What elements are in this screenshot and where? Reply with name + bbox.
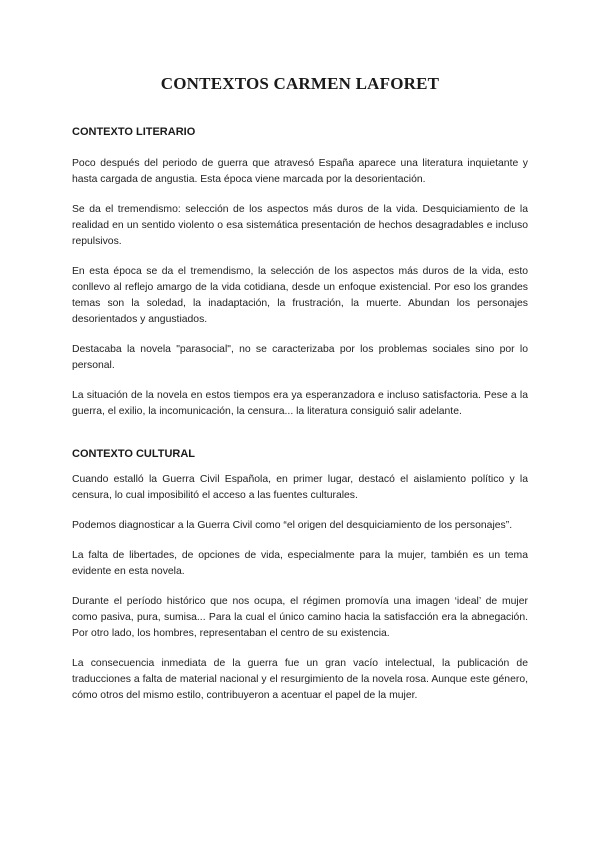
paragraph: La falta de libertades, de opciones de vida, especialmente para la mujer, también es un tema evidente en esta novela. xyxy=(72,550,528,577)
section-contexto-cultural xyxy=(72,446,528,704)
paragraph: Se da el tremendismo: selección de los aspectos más duros de la vida. Desquiciamiento de la realidad en un sentido violento o esa sistemática presentación de hechos desagradables e incluso repulsivos. xyxy=(72,204,528,247)
paragraph: Podemos diagnosticar a la Guerra Civil como “el origen del desquiciamiento de los personajes”. xyxy=(72,520,513,531)
paragraph: Cuando estalló la Guerra Civil Española, en primer lugar, destacó el aislamiento político y la censura, lo cual imposibilitó el acceso a las fuentes culturales. xyxy=(72,474,528,501)
document-title: CONTEXTOS CARMEN LAFORET xyxy=(160,74,440,93)
paragraph: Destacaba la novela "parasocial", no se caracterizaba por los problemas sociales sino por lo personal. xyxy=(72,344,528,371)
section-heading: CONTEXTO CULTURAL xyxy=(72,448,196,460)
paragraph: La situación de la novela en estos tiempos era ya esperanzadora e incluso satisfactoria. Pese a la guerra, el exilio, la incomunicación, la censura... la literatura consiguió salir adelante. xyxy=(72,390,528,417)
section-heading: CONTEXTO LITERARIO xyxy=(72,126,196,138)
section-contexto-literario xyxy=(72,124,528,420)
paragraph: La consecuencia inmediata de la guerra fue un gran vacío intelectual, la publicación de traducciones a falta de material nacional y el resurgimiento de la novela rosa. Aunque este género, cómo otros del mismo estilo, contribuyeron a acentuar el papel de la mujer. xyxy=(72,658,528,701)
document-body xyxy=(72,124,528,704)
paragraph: En esta época se da el tremendismo, la selección de los aspectos más duros de la vida, esto conllevo al reflejo amargo de la vida cotidiana, desde un enfoque existencial. Por eso los grandes temas son la soledad, la inadaptación, la frustración, la muerte. Abundan los personajes desorientados y angustiados. xyxy=(72,266,528,325)
paragraph: Poco después del periodo de guerra que atravesó España aparece una literatura inquietante y hasta cargada de angustia. Esta época viene marcada por la desorientación. xyxy=(72,158,528,185)
paragraph: Durante el período histórico que nos ocupa, el régimen promovía una imagen ‘ideal’ de mujer como pasiva, pura, sumisa... Para la cual el único camino hacia la satisfacción era la abnegación. Por otro lado, los hombres, representaban el centro de su existencia. xyxy=(72,596,528,639)
